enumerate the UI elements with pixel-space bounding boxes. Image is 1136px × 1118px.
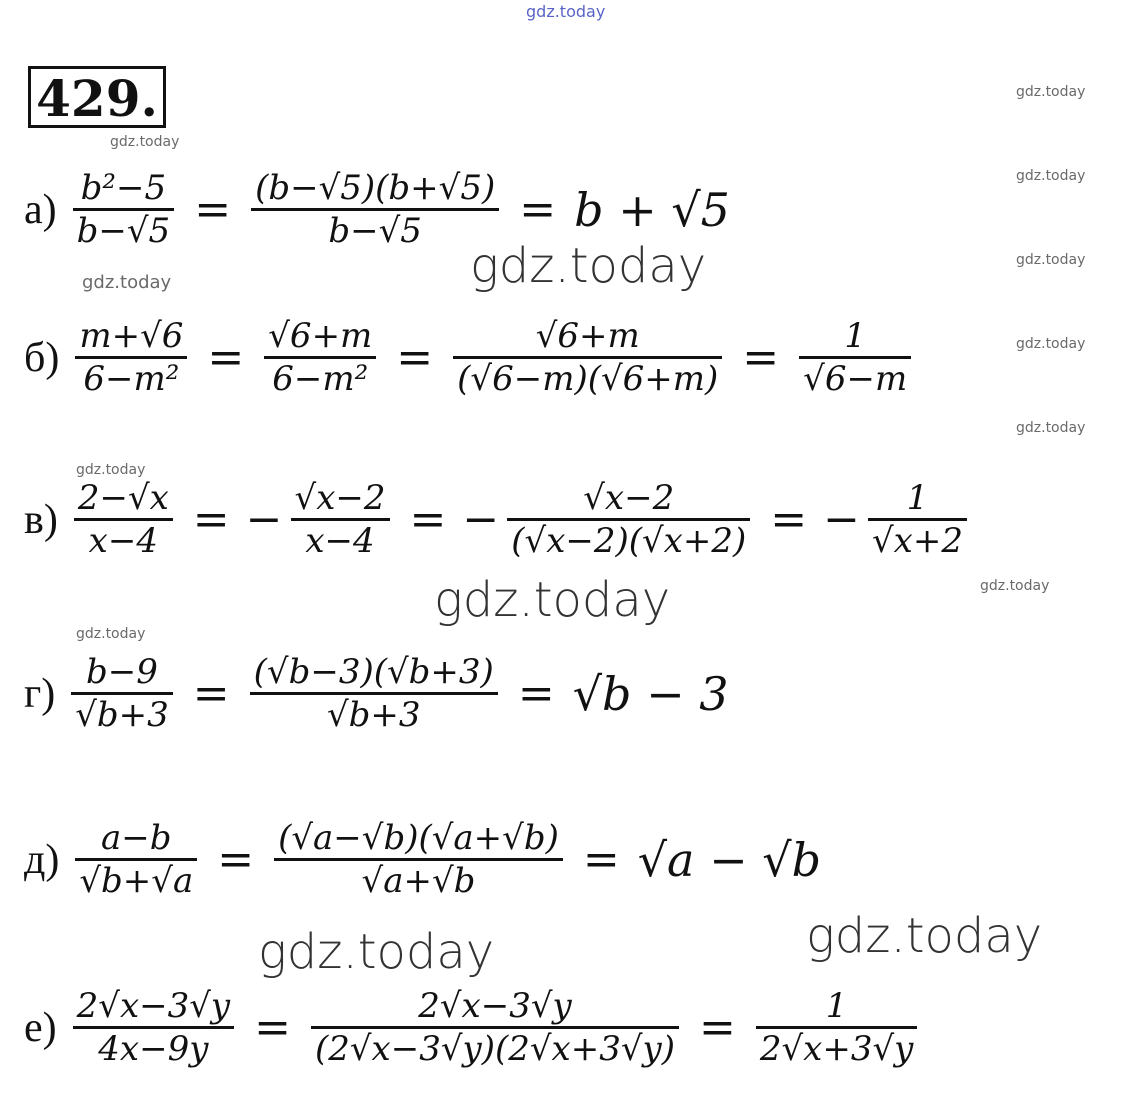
equals-sign: =	[742, 332, 780, 383]
denominator: √x+2	[872, 521, 963, 561]
equals-sign: =	[192, 494, 230, 545]
denominator: √b+√a	[79, 861, 194, 901]
numerator: (√b−3)(√b+3)	[253, 652, 494, 692]
numerator: √6+m	[535, 316, 640, 356]
row-d	[24, 818, 821, 901]
equals-sign: =	[519, 184, 557, 235]
equals-sign: =	[698, 1002, 736, 1053]
minus-sign: −	[823, 494, 860, 545]
equals-sign: =	[396, 332, 434, 383]
fraction	[291, 478, 390, 561]
denominator: x−4	[88, 521, 158, 561]
watermark-large-3: gdz.today	[258, 924, 495, 980]
fraction	[71, 652, 173, 735]
numerator: m+√6	[79, 316, 184, 356]
denominator: 6−m²	[83, 359, 180, 399]
minus-sign: −	[462, 494, 500, 545]
equals-sign: =	[207, 332, 245, 383]
fraction	[274, 818, 563, 901]
row-label: е)	[24, 1004, 57, 1051]
fraction	[453, 316, 722, 399]
watermark-right-1: gdz.today	[1016, 84, 1086, 100]
numerator: b²−5	[80, 168, 167, 208]
watermark-small-3: gdz.today	[76, 462, 146, 478]
fraction	[868, 478, 967, 561]
fraction	[251, 168, 499, 251]
fraction	[75, 316, 187, 399]
row-label: д)	[24, 836, 60, 883]
fraction	[73, 986, 234, 1069]
watermark-top: gdz.today	[526, 2, 606, 21]
denominator: √a+√b	[361, 861, 476, 901]
numerator: 1	[844, 316, 866, 356]
equals-sign: =	[517, 668, 555, 719]
numerator: √x−2	[583, 478, 675, 518]
row-e	[24, 986, 923, 1069]
row-label: в)	[24, 496, 58, 543]
numerator: √6+m	[268, 316, 373, 356]
watermark-small-2: gdz.today	[82, 272, 172, 293]
denominator: √6−m	[803, 359, 908, 399]
denominator: b−√5	[76, 211, 171, 251]
numerator: a−b	[101, 818, 172, 858]
fraction	[507, 478, 750, 561]
numerator: 1	[825, 986, 848, 1026]
result: b + √5	[574, 182, 730, 237]
row-label: г)	[24, 670, 56, 717]
watermark-small-5: gdz.today	[76, 626, 146, 642]
watermark-small-1: gdz.today	[110, 134, 180, 150]
denominator: (2√x−3√y)(2√x+3√y)	[314, 1029, 675, 1069]
numerator: 1	[906, 478, 929, 518]
denominator: x−4	[305, 521, 375, 561]
equals-sign: =	[770, 494, 808, 545]
denominator: √b+3	[75, 695, 169, 735]
row-a	[24, 168, 730, 251]
fraction	[311, 986, 679, 1069]
fraction	[799, 316, 911, 399]
watermark-small-4: gdz.today	[980, 578, 1050, 594]
denominator: b−√5	[328, 211, 422, 251]
row-b	[24, 316, 917, 399]
numerator: 2−√x	[77, 478, 169, 518]
denominator: 2√x+3√y	[759, 1029, 914, 1069]
fraction	[75, 818, 197, 901]
numerator: b−9	[86, 652, 158, 692]
equals-sign: =	[582, 834, 620, 885]
problem-number: 429.	[36, 69, 158, 128]
numerator: (b−√5)(b+√5)	[255, 168, 496, 208]
result: √a − √b	[637, 832, 822, 887]
watermark-large-4: gdz.today	[806, 908, 1043, 964]
watermark-right-2: gdz.today	[1016, 168, 1086, 184]
numerator: 2√x−3√y	[76, 986, 231, 1026]
denominator: 6−m²	[272, 359, 369, 399]
equals-sign: =	[192, 668, 230, 719]
equals-sign: =	[254, 1002, 291, 1053]
watermark-right-3: gdz.today	[1016, 252, 1086, 268]
problem-number-box	[28, 66, 166, 128]
denominator: (√x−2)(√x+2)	[511, 521, 747, 561]
equals-sign: =	[409, 494, 447, 545]
fraction	[73, 168, 175, 251]
row-g	[24, 652, 729, 735]
fraction	[264, 316, 376, 399]
fraction	[250, 652, 498, 735]
watermark-large-1: gdz.today	[470, 238, 707, 294]
result: √b − 3	[572, 666, 729, 721]
watermark-large-2: gdz.today	[434, 572, 671, 628]
denominator: √b+3	[326, 695, 421, 735]
numerator: 2√x−3√y	[418, 986, 572, 1026]
minus-sign: −	[245, 494, 283, 545]
row-label: б)	[24, 334, 60, 381]
denominator: (√6−m)(√6+m)	[457, 359, 719, 399]
fraction	[74, 478, 173, 561]
numerator: √x−2	[294, 478, 386, 518]
watermark-right-4: gdz.today	[1016, 336, 1086, 352]
fraction	[756, 986, 917, 1069]
equals-sign: =	[217, 834, 255, 885]
row-label: а)	[24, 186, 57, 233]
numerator: (√a−√b)(√a+√b)	[278, 818, 559, 858]
denominator: 4x−9y	[98, 1029, 209, 1069]
watermark-right-5: gdz.today	[1016, 420, 1086, 436]
equals-sign: =	[194, 184, 232, 235]
row-v	[24, 478, 973, 561]
